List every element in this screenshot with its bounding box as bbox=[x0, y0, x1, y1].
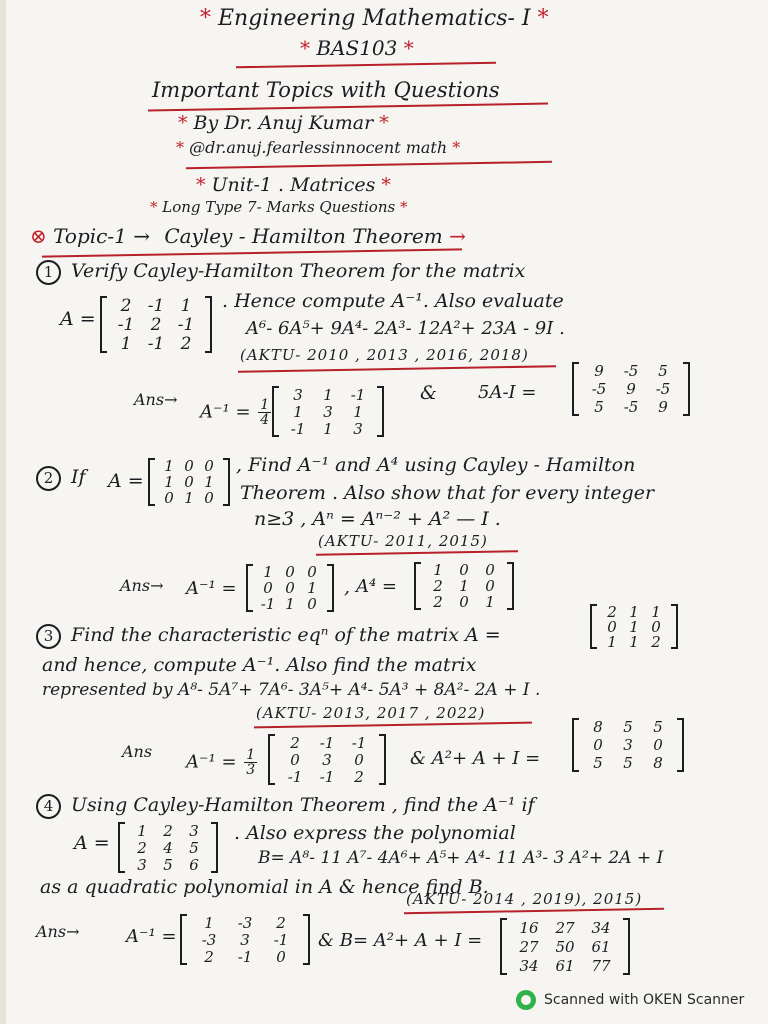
q1-expression: A⁶- 6A⁵+ 9A⁴- 2A³- 12A²+ 23A - 9I . bbox=[246, 318, 565, 339]
matrix-cell: 1 bbox=[353, 402, 363, 421]
q2-inverse-label: A⁻¹ = bbox=[186, 578, 237, 599]
q2-inverse-matrix bbox=[246, 564, 334, 612]
unit-title: Unit-1 . Matrices bbox=[211, 174, 376, 196]
q3-inverse-matrix bbox=[268, 734, 386, 785]
matrix-cell: 0 bbox=[290, 750, 300, 769]
matrix-cell: 6 bbox=[189, 855, 199, 874]
matrix-cell: 0 bbox=[485, 561, 495, 579]
matrix-cell: 8 bbox=[593, 718, 603, 736]
q2-a4-label: A⁴ = bbox=[356, 576, 398, 597]
q3-years-underline bbox=[254, 722, 532, 729]
matrix-cell: -5 bbox=[655, 380, 671, 398]
q4-line1 bbox=[36, 794, 535, 819]
matrix-cell: 0 bbox=[263, 579, 273, 597]
matrix-cell: -5 bbox=[623, 362, 639, 380]
topic-label: Topic-1 bbox=[53, 224, 127, 248]
matrix-cell: 2 bbox=[354, 767, 364, 786]
q1-line2: . Hence compute A⁻¹. Also evaluate bbox=[222, 290, 564, 312]
matrix-cell: -1 bbox=[117, 314, 135, 335]
q1-years-underline bbox=[238, 365, 556, 373]
star-icon: * bbox=[537, 6, 549, 31]
q1-inverse-label bbox=[200, 398, 273, 427]
author-line bbox=[178, 112, 389, 134]
matrix-cell: -1 bbox=[319, 767, 335, 786]
matrix-cell: 1 bbox=[184, 489, 194, 507]
matrix-cell: 34 bbox=[519, 956, 539, 975]
matrix-cell: 0 bbox=[593, 736, 603, 754]
matrix-cell: 1 bbox=[204, 473, 214, 491]
q1-rhs-matrix bbox=[572, 362, 690, 416]
header-title-line bbox=[200, 6, 549, 31]
q3-rhs-matrix bbox=[572, 718, 684, 772]
fraction-denominator: 4 bbox=[260, 412, 270, 428]
matrix-cell: 1 bbox=[307, 579, 317, 597]
q4-answer-label: Ans→ bbox=[36, 922, 80, 941]
matrix-cell: 3 bbox=[293, 385, 303, 404]
star-icon: * bbox=[178, 112, 188, 134]
matrix-cell: 1 bbox=[263, 563, 273, 581]
q2-a4-matrix bbox=[414, 562, 514, 610]
q1-years: (AKTU- 2010 , 2013 , 2016, 2018) bbox=[240, 346, 529, 364]
matrix-cell: 0 bbox=[653, 736, 663, 754]
matrix-cell: -1 bbox=[290, 419, 306, 438]
matrix-cell: 1 bbox=[293, 402, 303, 421]
matrix-cell: -1 bbox=[177, 314, 195, 335]
star-icon: * bbox=[379, 112, 389, 134]
matrix-cell: 3 bbox=[189, 821, 199, 840]
q3-inverse-label bbox=[186, 748, 259, 777]
matrix-cell: 61 bbox=[591, 937, 611, 956]
topic-name: Cayley - Hamilton Theorem bbox=[164, 224, 443, 248]
q3-line1 bbox=[36, 624, 501, 649]
matrix-cell: 0 bbox=[184, 457, 194, 475]
matrix-cell: 0 bbox=[307, 563, 317, 581]
scanner-text: Scanned with OKEN Scanner bbox=[544, 992, 745, 1008]
star-icon: * bbox=[452, 138, 461, 157]
fraction-numerator: 1 bbox=[246, 747, 256, 763]
course-code-line bbox=[300, 36, 414, 60]
q3-matrix bbox=[590, 604, 678, 649]
matrix-cell: -1 bbox=[351, 733, 367, 752]
arrow-icon: → bbox=[133, 224, 150, 248]
fraction bbox=[258, 398, 271, 427]
topic-line bbox=[30, 224, 466, 248]
q2-line2: Theorem . Also show that for every integer bbox=[240, 482, 655, 504]
matrix-cell: 0 bbox=[459, 561, 469, 579]
q3-number: 3 bbox=[36, 624, 61, 649]
matrix-cell: 1 bbox=[323, 385, 333, 404]
matrix-cell: 0 bbox=[354, 750, 364, 769]
matrix-cell: -3 bbox=[201, 930, 217, 949]
q1-answer-label: Ans→ bbox=[134, 390, 178, 409]
q1-matrix bbox=[100, 296, 212, 353]
q2-answer-label: Ans→ bbox=[120, 576, 164, 595]
q1-number: 1 bbox=[36, 260, 61, 285]
q4-years-underline bbox=[404, 908, 664, 915]
matrix-cell: 1 bbox=[137, 821, 147, 840]
matrix-cell: 3 bbox=[137, 855, 147, 874]
matrix-cell: 50 bbox=[555, 937, 575, 956]
q2-number: 2 bbox=[36, 466, 61, 491]
matrix-cell: 27 bbox=[555, 918, 575, 937]
matrix-cell: 34 bbox=[591, 918, 611, 937]
star-icon: * bbox=[399, 198, 408, 216]
matrix-cell: 5 bbox=[594, 398, 604, 416]
q2-prefix bbox=[36, 466, 86, 491]
q2-line3: n≥3 , Aⁿ = Aⁿ⁻² + A² — I . bbox=[254, 508, 501, 530]
matrix-cell: 5 bbox=[623, 718, 633, 736]
matrix-cell: 1 bbox=[629, 602, 639, 621]
matrix-cell: 1 bbox=[204, 913, 214, 932]
subtitle: Important Topics with Questions bbox=[152, 78, 500, 102]
matrix-cell: -1 bbox=[319, 733, 335, 752]
oken-logo-icon bbox=[516, 990, 536, 1010]
q1-line1 bbox=[36, 260, 525, 285]
q2-years-underline bbox=[316, 550, 518, 556]
fraction-numerator: 1 bbox=[260, 397, 270, 413]
q3-answer-label: Ans bbox=[122, 742, 153, 761]
matrix-cell: 1 bbox=[651, 602, 661, 621]
q1-text: Verify Cayley-Hamilton Theorem for the matrix bbox=[71, 260, 526, 282]
matrix-cell: 5 bbox=[189, 838, 199, 857]
matrix-cell: 1 bbox=[164, 457, 174, 475]
fraction-denominator: 3 bbox=[246, 762, 256, 778]
page-edge bbox=[0, 0, 6, 1024]
q3-text: Find the characteristic eqⁿ of the matrix A = bbox=[71, 624, 501, 646]
matrix-cell: 1 bbox=[285, 595, 295, 613]
matrix-cell: 16 bbox=[519, 918, 539, 937]
q3-line3: represented by A⁸- 5A⁷+ 7A⁶- 3A⁵+ A⁴- 5A³ + 8A²- 2A + I . bbox=[42, 680, 541, 700]
q4-years: (AKTU- 2014 , 2019), 2015) bbox=[406, 890, 643, 908]
matrix-cell: 77 bbox=[591, 956, 611, 975]
matrix-cell: 27 bbox=[519, 937, 539, 956]
q4-text: Using Cayley-Hamilton Theorem , find the A⁻¹ if bbox=[71, 794, 535, 816]
matrix-cell: 3 bbox=[240, 930, 250, 949]
handle-underline bbox=[186, 161, 552, 169]
header-title: Engineering Mathematics- I bbox=[218, 6, 531, 31]
matrix-cell: 2 bbox=[607, 602, 617, 621]
matrix-cell: -3 bbox=[237, 913, 253, 932]
matrix-cell: 5 bbox=[653, 718, 663, 736]
matrix-cell: 0 bbox=[607, 617, 617, 636]
matrix-cell: 9 bbox=[658, 398, 668, 416]
q2-years: (AKTU- 2011, 2015) bbox=[318, 532, 488, 550]
type-line bbox=[150, 198, 407, 216]
fraction bbox=[244, 748, 257, 777]
matrix-cell: 0 bbox=[307, 595, 317, 613]
q2-line1: , Find A⁻¹ and A⁴ using Cayley - Hamilton bbox=[236, 454, 636, 476]
matrix-cell: 0 bbox=[459, 593, 469, 611]
matrix-cell: 2 bbox=[120, 295, 132, 316]
subtitle-underline bbox=[148, 103, 548, 112]
scanner-watermark bbox=[516, 990, 744, 1010]
inverse-label: A⁻¹ = bbox=[200, 401, 251, 423]
matrix-cell: 1 bbox=[164, 473, 174, 491]
q1-a-label: A = bbox=[60, 308, 96, 330]
social-handle: @dr.anuj.fearlessinnocent math bbox=[189, 138, 448, 157]
q4-line4: as a quadratic polynomial in A & hence find B. bbox=[40, 876, 489, 898]
matrix-cell: 0 bbox=[164, 489, 174, 507]
matrix-cell: 0 bbox=[276, 947, 286, 966]
matrix-cell: 0 bbox=[485, 577, 495, 595]
course-code: BAS103 bbox=[316, 36, 398, 60]
q4-inverse-label: A⁻¹ = bbox=[126, 926, 177, 947]
matrix-cell: -1 bbox=[237, 947, 253, 966]
matrix-cell: 3 bbox=[623, 736, 633, 754]
matrix-cell: -1 bbox=[147, 295, 165, 316]
matrix-cell: 1 bbox=[120, 333, 132, 354]
matrix-cell: 1 bbox=[323, 419, 333, 438]
q4-inverse-matrix bbox=[180, 914, 310, 965]
matrix-cell: 3 bbox=[322, 750, 332, 769]
matrix-cell: 1 bbox=[629, 617, 639, 636]
matrix-cell: 2 bbox=[290, 733, 300, 752]
matrix-cell: 0 bbox=[204, 489, 214, 507]
q3-rhs-label: & A²+ A + I = bbox=[410, 748, 541, 769]
circled-star-icon: ⊗ bbox=[30, 224, 47, 248]
matrix-cell: 1 bbox=[485, 593, 495, 611]
matrix-cell: 2 bbox=[204, 947, 214, 966]
matrix-cell: 61 bbox=[555, 956, 575, 975]
matrix-cell: -1 bbox=[350, 385, 366, 404]
q4-line2: . Also express the polynomial bbox=[234, 822, 516, 844]
author: By Dr. Anuj Kumar bbox=[193, 112, 374, 134]
q2-matrix bbox=[148, 458, 230, 506]
q2-comma: , bbox=[344, 576, 351, 598]
q4-number: 4 bbox=[36, 794, 61, 819]
matrix-cell: 0 bbox=[285, 579, 295, 597]
matrix-cell: 5 bbox=[163, 855, 173, 874]
matrix-cell: 0 bbox=[204, 457, 214, 475]
matrix-cell: 3 bbox=[323, 402, 333, 421]
topic-underline bbox=[42, 248, 462, 257]
arrow-icon: → bbox=[449, 224, 466, 248]
matrix-cell: -5 bbox=[591, 380, 607, 398]
q4-rhs-label: & B= A²+ A + I = bbox=[318, 930, 483, 951]
q1-inverse-matrix bbox=[272, 386, 384, 437]
matrix-cell: 2 bbox=[433, 593, 443, 611]
code-underline bbox=[236, 62, 496, 69]
matrix-cell: 9 bbox=[626, 380, 636, 398]
star-icon: * bbox=[300, 36, 310, 60]
star-icon: * bbox=[196, 174, 206, 196]
matrix-cell: 2 bbox=[163, 821, 173, 840]
matrix-cell: 3 bbox=[353, 419, 363, 438]
q1-rhs-label: 5A-I = bbox=[478, 382, 537, 403]
question-type: Long Type 7- Marks Questions bbox=[162, 198, 396, 216]
handle-line bbox=[176, 138, 460, 157]
star-icon: * bbox=[403, 36, 414, 60]
q4-rhs-matrix bbox=[500, 918, 630, 975]
q3-line2: and hence, compute A⁻¹. Also find the matrix bbox=[42, 654, 477, 676]
matrix-cell: -1 bbox=[260, 595, 276, 613]
matrix-cell: 1 bbox=[433, 561, 443, 579]
q4-line3: B= A⁸- 11 A⁷- 4A⁶+ A⁵+ A⁴- 11 A³- 3 A²+ 2A + I bbox=[258, 848, 664, 868]
matrix-cell: 2 bbox=[137, 838, 147, 857]
matrix-cell: -1 bbox=[287, 767, 303, 786]
star-icon: * bbox=[150, 198, 158, 216]
matrix-cell: 5 bbox=[623, 754, 633, 772]
q4-matrix bbox=[118, 822, 218, 873]
matrix-cell: 0 bbox=[285, 563, 295, 581]
matrix-cell: 2 bbox=[180, 333, 192, 354]
matrix-cell: 8 bbox=[653, 754, 663, 772]
matrix-cell: 4 bbox=[163, 838, 173, 857]
inverse-label: A⁻¹ = bbox=[186, 751, 237, 773]
matrix-cell: -5 bbox=[623, 398, 639, 416]
q2-a-label: A = bbox=[108, 470, 144, 492]
q2-if: If bbox=[71, 466, 86, 488]
matrix-cell: 1 bbox=[180, 295, 192, 316]
matrix-cell: 2 bbox=[433, 577, 443, 595]
matrix-cell: 5 bbox=[593, 754, 603, 772]
matrix-cell: -1 bbox=[273, 930, 289, 949]
matrix-cell: 2 bbox=[276, 913, 286, 932]
matrix-cell: 5 bbox=[658, 362, 668, 380]
matrix-cell: 1 bbox=[459, 577, 469, 595]
matrix-cell: -1 bbox=[147, 333, 165, 354]
matrix-cell: 9 bbox=[594, 362, 604, 380]
q3-years: (AKTU- 2013, 2017 , 2022) bbox=[256, 704, 486, 722]
star-icon: * bbox=[176, 138, 184, 157]
star-icon: * bbox=[381, 174, 391, 196]
matrix-cell: 0 bbox=[184, 473, 194, 491]
matrix-cell: 2 bbox=[150, 314, 162, 335]
star-icon: * bbox=[200, 6, 211, 31]
q1-amp: & bbox=[420, 382, 437, 404]
matrix-cell: 0 bbox=[651, 617, 661, 636]
matrix-cell: 1 bbox=[629, 632, 639, 651]
q4-a-label: A = bbox=[74, 832, 110, 854]
unit-line bbox=[196, 174, 391, 196]
matrix-cell: 1 bbox=[607, 632, 617, 651]
matrix-cell: 2 bbox=[651, 632, 661, 651]
